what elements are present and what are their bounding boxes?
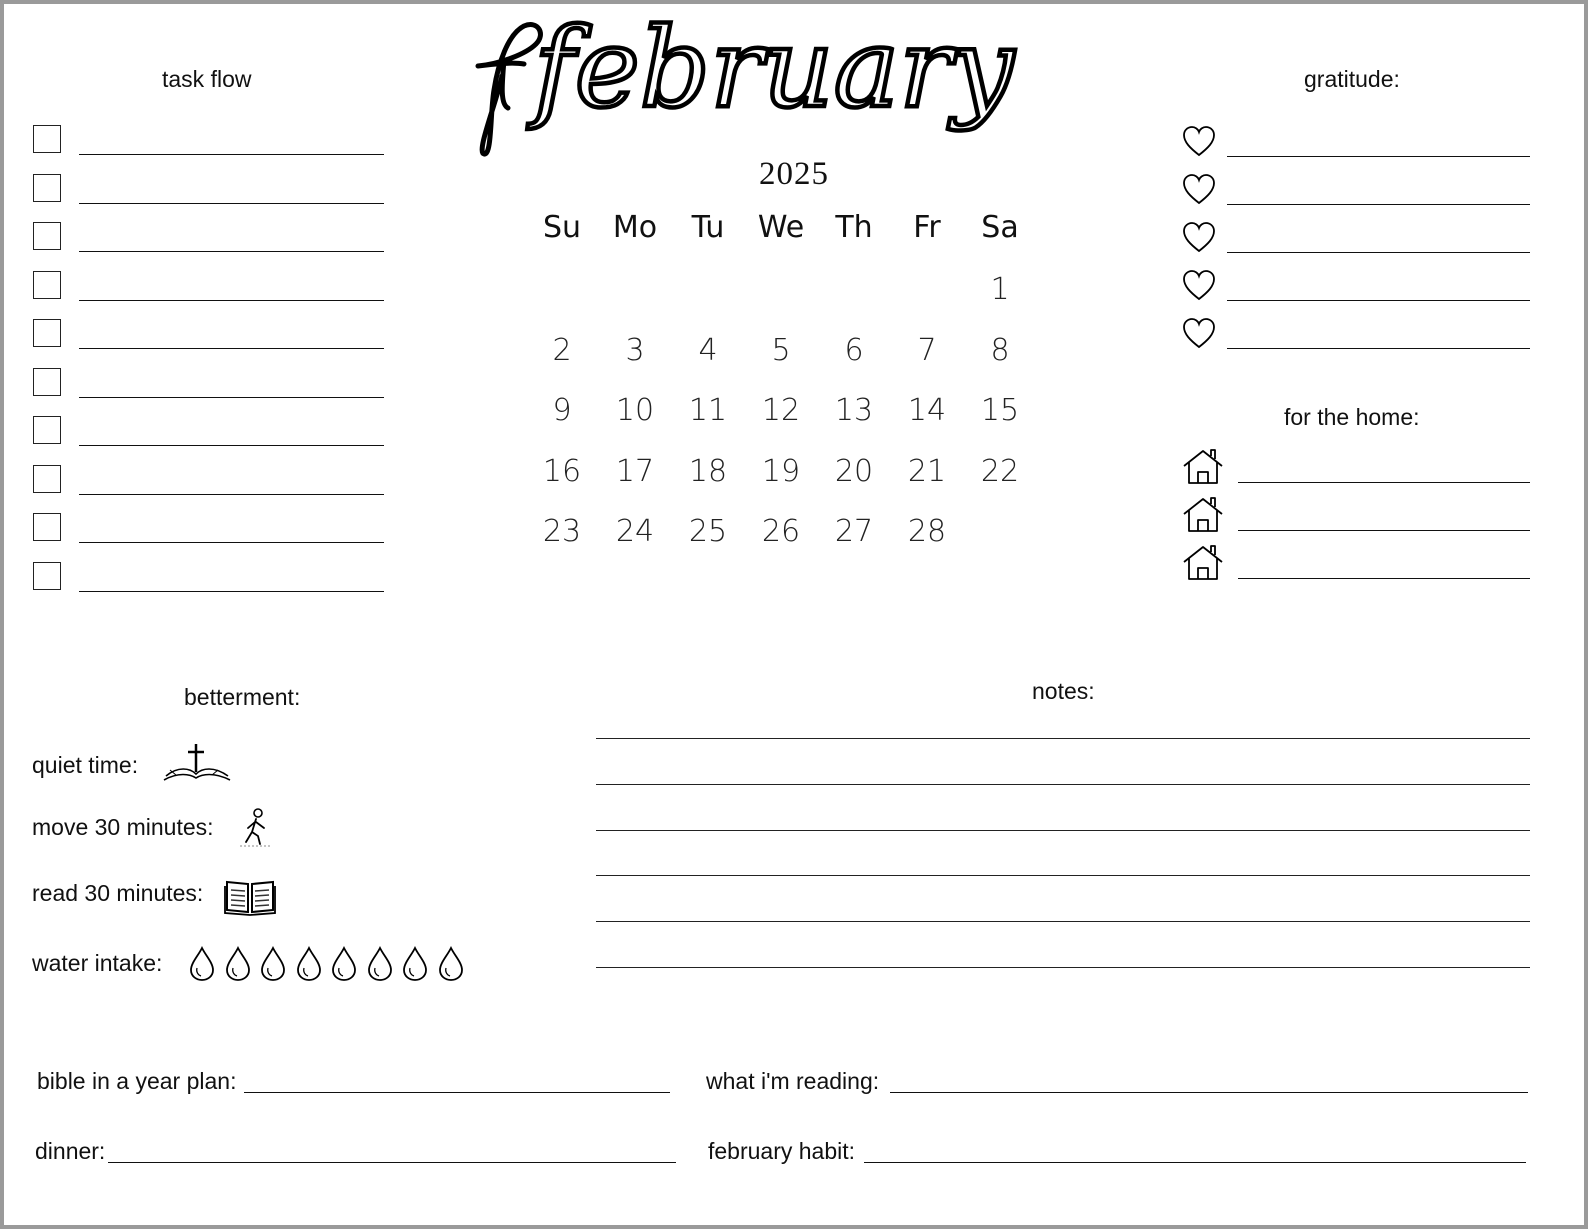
calendar-day[interactable]: 23	[542, 514, 582, 550]
month-title-script	[464, 4, 1104, 164]
calendar-day[interactable]: 16	[542, 453, 582, 489]
calendar-day[interactable]: 17	[615, 453, 655, 489]
task-line[interactable]	[79, 348, 384, 349]
habit-line[interactable]	[864, 1162, 1526, 1163]
notes-line[interactable]	[596, 830, 1530, 831]
calendar-weekday: Fr	[913, 210, 941, 245]
notes-line[interactable]	[596, 921, 1530, 922]
calendar-day[interactable]: 22	[980, 453, 1020, 489]
bible-plan-line[interactable]	[244, 1092, 670, 1093]
calendar-day[interactable]: 2	[552, 332, 572, 368]
water-drop-icon[interactable]	[188, 946, 216, 982]
house-icon	[1182, 496, 1224, 534]
water-drop-icon[interactable]	[295, 946, 323, 982]
water-drop-icon[interactable]	[330, 946, 358, 982]
calendar-day[interactable]: 10	[615, 393, 655, 429]
calendar-day[interactable]: 19	[761, 453, 801, 489]
calendar-day[interactable]: 14	[907, 393, 947, 429]
betterment-title: betterment:	[184, 684, 301, 710]
house-icon	[1182, 448, 1224, 486]
heart-icon	[1182, 174, 1216, 206]
calendar-day[interactable]: 24	[615, 514, 655, 550]
task-line[interactable]	[79, 542, 384, 543]
task-checkbox[interactable]	[33, 222, 61, 250]
calendar-day[interactable]: 25	[688, 514, 728, 550]
walking-person-icon	[238, 808, 274, 848]
planner-page	[4, 4, 1584, 1225]
task-checkbox[interactable]	[33, 465, 61, 493]
task-flow-title: task flow	[162, 66, 252, 92]
task-checkbox[interactable]	[33, 271, 61, 299]
water-label: water intake:	[32, 950, 163, 976]
calendar-day[interactable]: 5	[771, 332, 791, 368]
calendar-weekday: Su	[542, 210, 582, 245]
home-line[interactable]	[1238, 530, 1530, 531]
notes-line[interactable]	[596, 967, 1530, 968]
year-label: 2025	[759, 156, 829, 192]
bible-cross-icon	[162, 742, 232, 786]
month-title	[464, 4, 1104, 164]
move-label: move 30 minutes:	[32, 814, 214, 840]
calendar-weekday: We	[757, 210, 805, 245]
home-line[interactable]	[1238, 482, 1530, 483]
water-drop-icon[interactable]	[224, 946, 252, 982]
task-line[interactable]	[79, 300, 384, 301]
bible-plan-label: bible in a year plan:	[37, 1068, 237, 1094]
calendar-day[interactable]: 15	[980, 393, 1020, 429]
calendar-day[interactable]: 18	[688, 453, 728, 489]
gratitude-line[interactable]	[1227, 300, 1530, 301]
calendar-day[interactable]: 27	[834, 514, 874, 550]
task-line[interactable]	[79, 154, 384, 155]
water-drop-icon[interactable]	[366, 946, 394, 982]
habit-label: february habit:	[708, 1138, 856, 1164]
read-label: read 30 minutes:	[32, 880, 204, 906]
calendar-day[interactable]: 13	[834, 393, 874, 429]
gratitude-line[interactable]	[1227, 204, 1530, 205]
notes-title: notes:	[1032, 678, 1095, 704]
heart-icon	[1182, 270, 1216, 302]
calendar-day[interactable]: 12	[761, 393, 801, 429]
calendar-day[interactable]: 21	[907, 453, 947, 489]
notes-line[interactable]	[596, 875, 1530, 876]
gratitude-title: gratitude:	[1304, 66, 1400, 92]
open-book-icon	[224, 876, 276, 916]
calendar-day[interactable]: 28	[907, 514, 947, 550]
quiet-time-label: quiet time:	[32, 752, 139, 778]
home-line[interactable]	[1238, 578, 1530, 579]
dinner-label: dinner:	[35, 1138, 106, 1164]
calendar-day[interactable]: 3	[625, 332, 645, 368]
task-line[interactable]	[79, 445, 384, 446]
calendar-day[interactable]: 7	[917, 332, 937, 368]
month-title-text: february	[534, 4, 1014, 132]
calendar-day[interactable]: 8	[990, 332, 1010, 368]
calendar-day[interactable]: 4	[698, 332, 718, 368]
notes-line[interactable]	[596, 784, 1530, 785]
calendar-day[interactable]: 1	[990, 272, 1010, 307]
task-line[interactable]	[79, 251, 384, 252]
task-line[interactable]	[79, 397, 384, 398]
reading-line[interactable]	[890, 1092, 1528, 1093]
gratitude-line[interactable]	[1227, 156, 1530, 157]
water-drop-icon[interactable]	[437, 946, 465, 982]
heart-icon	[1182, 126, 1216, 158]
calendar-weekday: Sa	[981, 210, 1019, 245]
calendar-day[interactable]: 26	[761, 514, 801, 550]
task-line[interactable]	[79, 203, 384, 204]
water-drop-icon[interactable]	[259, 946, 287, 982]
house-icon	[1182, 544, 1224, 582]
task-checkbox[interactable]	[33, 368, 61, 396]
calendar-day[interactable]: 9	[552, 393, 572, 429]
task-checkbox[interactable]	[33, 125, 61, 153]
heart-icon	[1182, 222, 1216, 254]
gratitude-line[interactable]	[1227, 252, 1530, 253]
home-title: for the home:	[1284, 404, 1420, 430]
calendar-day[interactable]: 11	[688, 393, 728, 429]
reading-label: what i'm reading:	[706, 1068, 880, 1094]
notes-line[interactable]	[596, 738, 1530, 739]
task-checkbox[interactable]	[33, 319, 61, 347]
heart-icon	[1182, 318, 1216, 350]
task-line[interactable]	[79, 494, 384, 495]
calendar-day[interactable]: 20	[834, 453, 874, 489]
task-checkbox[interactable]	[33, 513, 61, 541]
calendar-weekday: Mo	[612, 210, 658, 245]
calendar-day[interactable]: 6	[844, 332, 864, 368]
calendar-weekday: Th	[835, 210, 873, 245]
task-line[interactable]	[79, 591, 384, 592]
task-checkbox[interactable]	[33, 562, 61, 590]
dinner-line[interactable]	[108, 1162, 676, 1163]
water-drop-icon[interactable]	[401, 946, 429, 982]
task-checkbox[interactable]	[33, 416, 61, 444]
task-checkbox[interactable]	[33, 174, 61, 202]
calendar-weekday: Tu	[691, 210, 725, 245]
gratitude-line[interactable]	[1227, 348, 1530, 349]
